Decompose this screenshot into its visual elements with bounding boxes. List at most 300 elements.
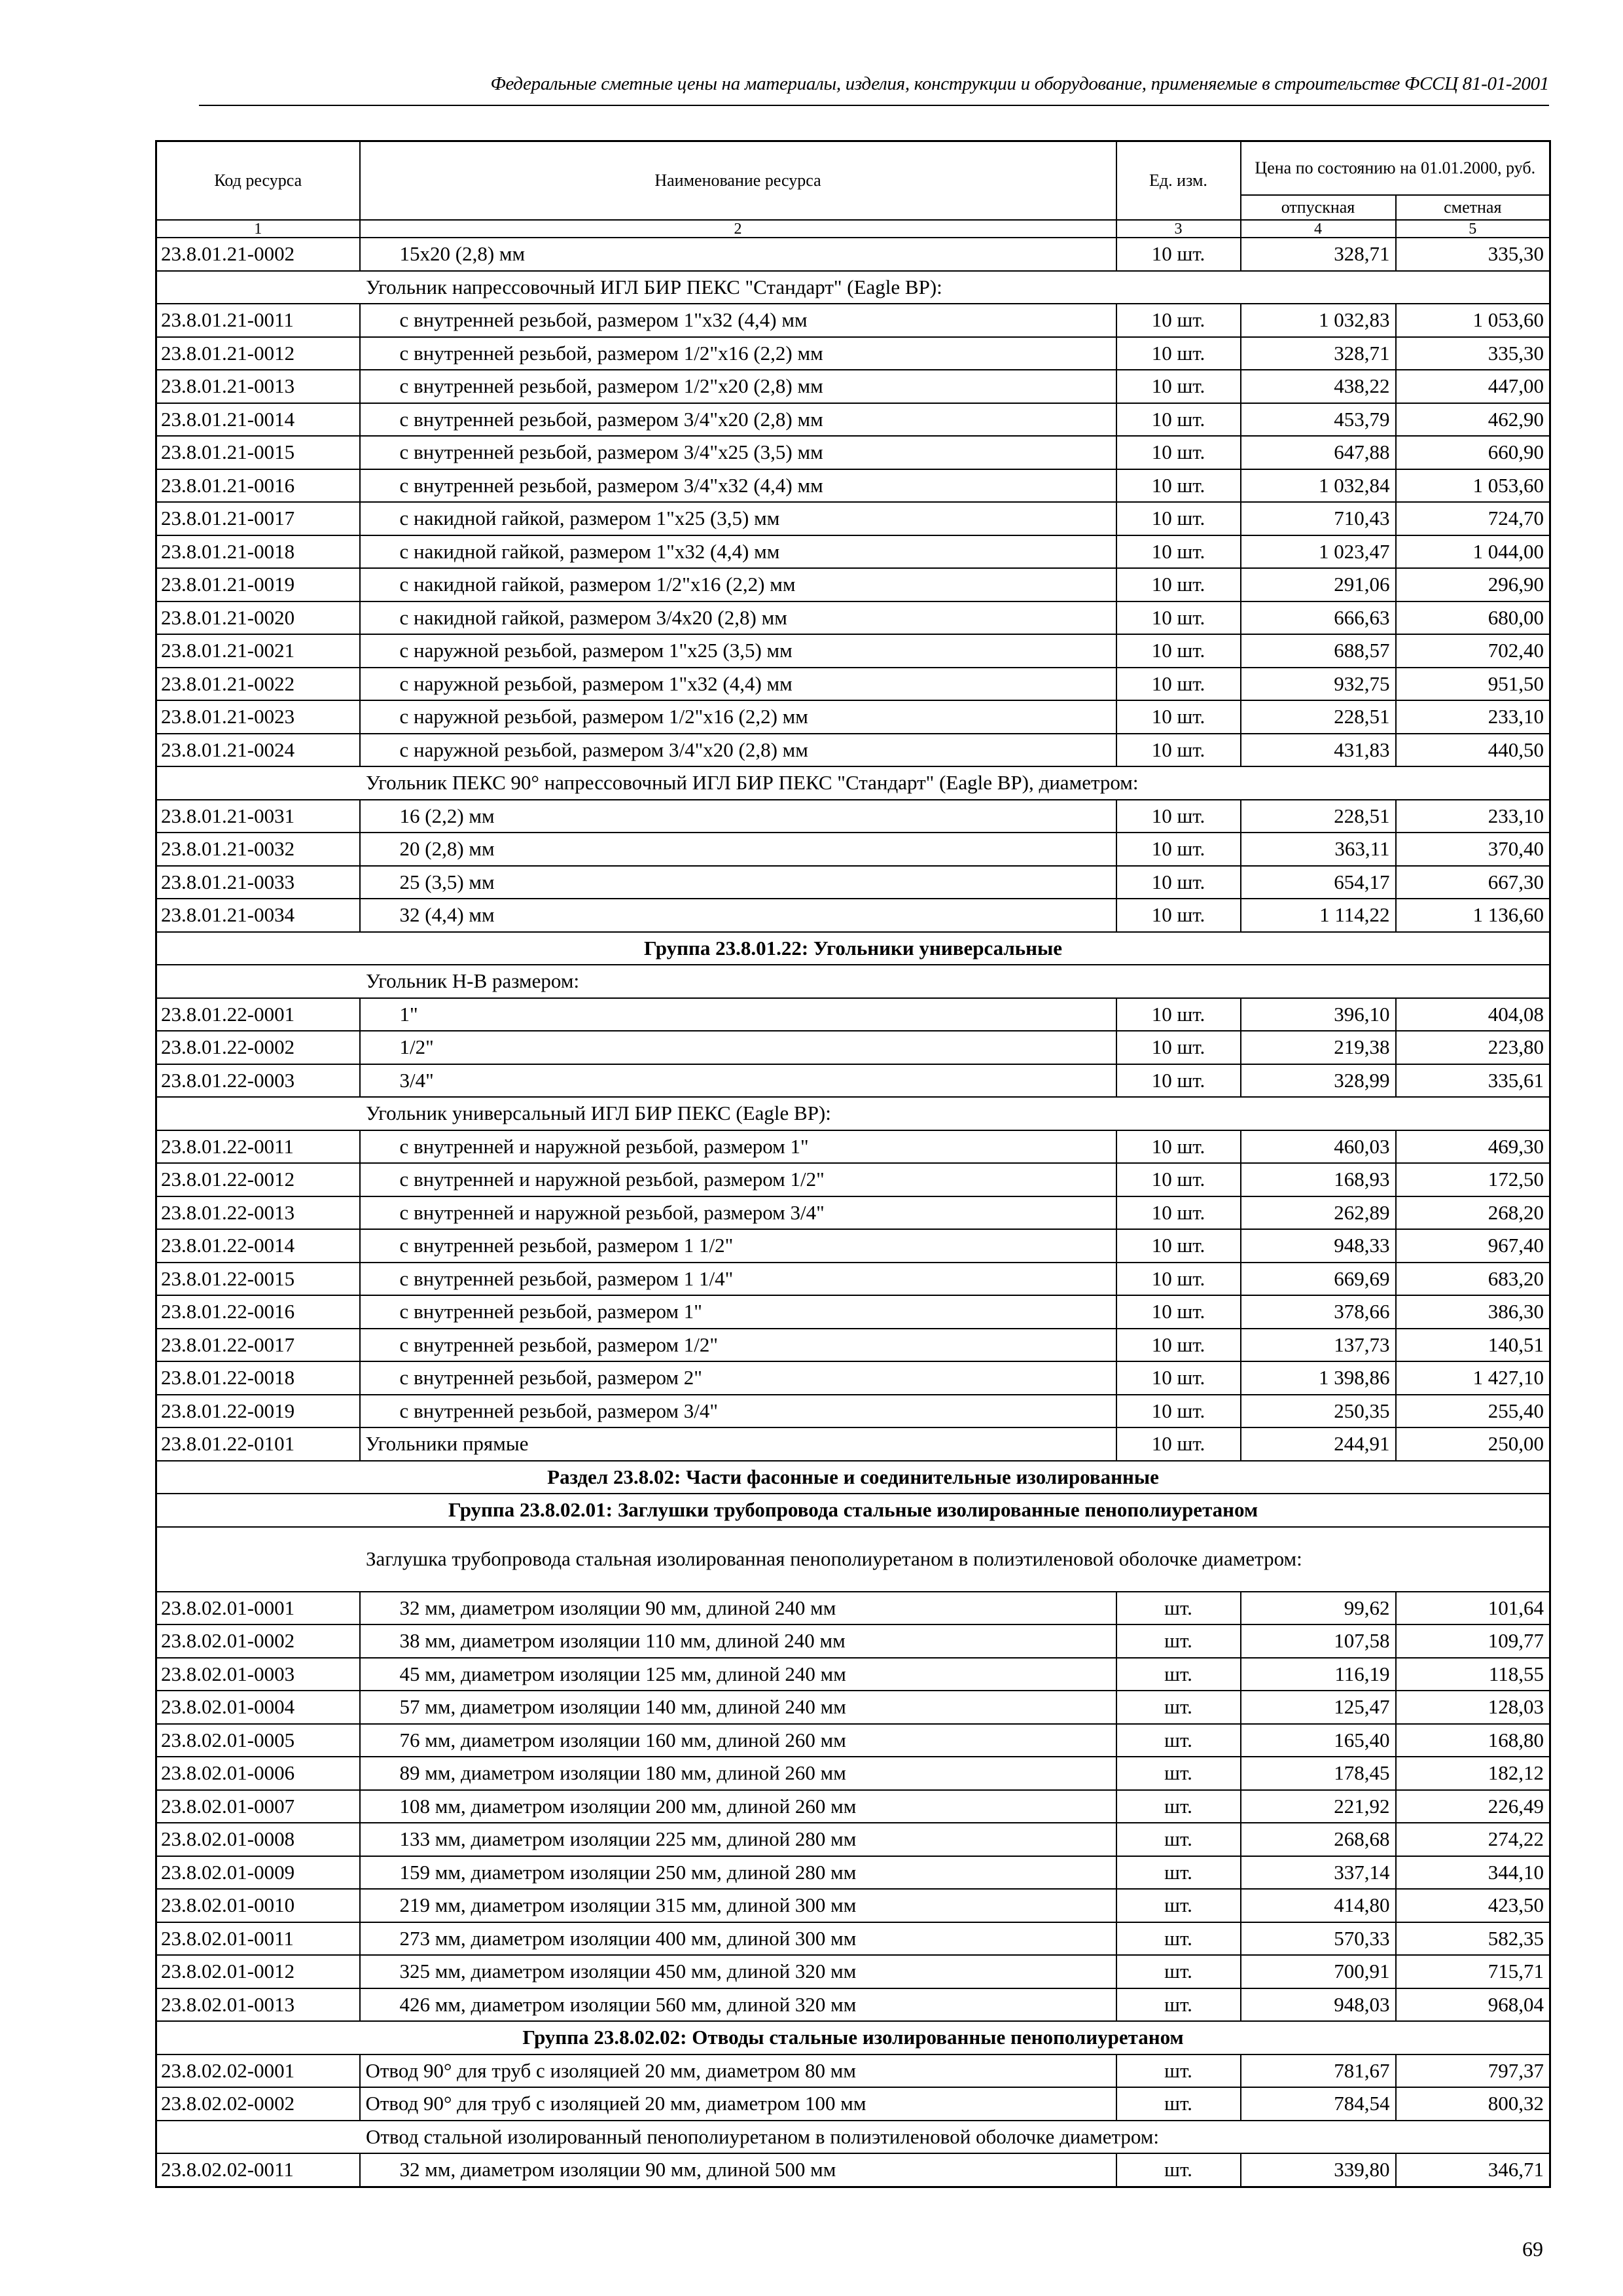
resource-unit: 10 шт. (1116, 370, 1241, 403)
resource-unit: шт. (1116, 1658, 1241, 1691)
estimate-price: 1 044,00 (1396, 535, 1550, 569)
release-price: 178,45 (1241, 1757, 1396, 1790)
release-price: 339,80 (1241, 2153, 1396, 2187)
resource-name: 3/4" (360, 1064, 1116, 1098)
header-unit: Ед. изм. (1116, 141, 1241, 221)
table-row (156, 1263, 1550, 1296)
table-row (156, 734, 1550, 767)
estimate-price: 233,10 (1396, 800, 1550, 833)
estimate-price: 423,50 (1396, 1889, 1550, 1922)
estimate-price: 335,30 (1396, 337, 1550, 370)
subheading-row (156, 766, 1550, 800)
release-price: 337,14 (1241, 1856, 1396, 1890)
resource-name: 1/2" (360, 1031, 1116, 1064)
release-price: 948,03 (1241, 1988, 1396, 2022)
estimate-price: 582,35 (1396, 1922, 1550, 1956)
resource-code: 23.8.02.01-0008 (156, 1823, 360, 1856)
release-price: 654,17 (1241, 866, 1396, 899)
table-row (156, 370, 1550, 403)
resource-unit: 10 шт. (1116, 568, 1241, 601)
resource-name: 32 мм, диаметром изоляции 90 мм, длиной 500 мм (360, 2153, 1116, 2187)
subheading: Угольник ПЕКС 90° напрессовочный ИГЛ БИР ПЕКС "Стандарт" (Eagle BP), диаметром: (156, 766, 1550, 800)
release-price: 710,43 (1241, 502, 1396, 535)
release-price: 431,83 (1241, 734, 1396, 767)
release-price: 453,79 (1241, 403, 1396, 437)
estimate-price: 344,10 (1396, 1856, 1550, 1890)
resource-unit: 10 шт. (1116, 535, 1241, 569)
group-row (156, 2021, 1550, 2054)
subheading-row (156, 271, 1550, 304)
release-price: 125,47 (1241, 1691, 1396, 1724)
resource-unit: 10 шт. (1116, 800, 1241, 833)
resource-code: 23.8.01.22-0014 (156, 1229, 360, 1263)
release-price: 932,75 (1241, 668, 1396, 701)
resource-code: 23.8.01.21-0017 (156, 502, 360, 535)
table-row (156, 1691, 1550, 1724)
estimate-price: 968,04 (1396, 1988, 1550, 2022)
column-number: 2 (360, 220, 1116, 238)
resource-code: 23.8.01.21-0023 (156, 700, 360, 734)
table-row (156, 1823, 1550, 1856)
release-price: 669,69 (1241, 1263, 1396, 1296)
resource-code: 23.8.02.01-0007 (156, 1790, 360, 1823)
estimate-price: 118,55 (1396, 1658, 1550, 1691)
resource-name: с наружной резьбой, размером 1"x25 (3,5) мм (360, 634, 1116, 668)
table-row (156, 1955, 1550, 1988)
release-price: 438,22 (1241, 370, 1396, 403)
resource-unit: 10 шт. (1116, 998, 1241, 1031)
table-row (156, 436, 1550, 469)
table-row (156, 1592, 1550, 1625)
table-row (156, 1395, 1550, 1428)
resource-code: 23.8.01.22-0019 (156, 1395, 360, 1428)
release-price: 250,35 (1241, 1395, 1396, 1428)
subheading-row (156, 1097, 1550, 1130)
release-price: 378,66 (1241, 1295, 1396, 1329)
subheading-row (156, 965, 1550, 998)
resource-code: 23.8.01.21-0014 (156, 403, 360, 437)
table-row (156, 1329, 1550, 1362)
resource-name: с внутренней резьбой, размером 1 1/4" (360, 1263, 1116, 1296)
table-row (156, 1624, 1550, 1658)
table-row (156, 1790, 1550, 1823)
estimate-price: 233,10 (1396, 700, 1550, 734)
release-price: 1 032,84 (1241, 469, 1396, 503)
resource-unit: шт. (1116, 1724, 1241, 1757)
table-row (156, 998, 1550, 1031)
resource-code: 23.8.01.22-0018 (156, 1361, 360, 1395)
resource-unit: 10 шт. (1116, 337, 1241, 370)
table-row (156, 634, 1550, 668)
page-number: 69 (1522, 2237, 1543, 2261)
table-row (156, 601, 1550, 635)
group-row (156, 1494, 1550, 1527)
resource-code: 23.8.01.21-0015 (156, 436, 360, 469)
subheading: Отвод стальной изолированный пенополиуретаном в полиэтиленовой оболочке диаметром: (156, 2121, 1550, 2154)
resource-code: 23.8.01.22-0016 (156, 1295, 360, 1329)
estimate-price: 140,51 (1396, 1329, 1550, 1362)
estimate-price: 335,30 (1396, 238, 1550, 271)
table-row (156, 1724, 1550, 1757)
column-number: 5 (1396, 220, 1550, 238)
release-price: 116,19 (1241, 1658, 1396, 1691)
estimate-price: 370,40 (1396, 833, 1550, 866)
release-price: 168,93 (1241, 1163, 1396, 1196)
resource-code: 23.8.02.02-0001 (156, 2054, 360, 2088)
estimate-price: 128,03 (1396, 1691, 1550, 1724)
resource-code: 23.8.01.21-0011 (156, 304, 360, 337)
table-row (156, 899, 1550, 932)
estimate-price: 335,61 (1396, 1064, 1550, 1098)
estimate-price: 1 427,10 (1396, 1361, 1550, 1395)
resource-name: с внутренней и наружной резьбой, размером 1/2" (360, 1163, 1116, 1196)
resource-name: с внутренней резьбой, размером 2" (360, 1361, 1116, 1395)
resource-code: 23.8.01.21-0013 (156, 370, 360, 403)
resource-name: 325 мм, диаметром изоляции 450 мм, длиной 320 мм (360, 1955, 1116, 1988)
resource-code: 23.8.02.01-0004 (156, 1691, 360, 1724)
release-price: 460,03 (1241, 1130, 1396, 1164)
estimate-price: 724,70 (1396, 502, 1550, 535)
resource-code: 23.8.01.21-0024 (156, 734, 360, 767)
group-row (156, 932, 1550, 965)
table-row (156, 2087, 1550, 2121)
release-price: 328,71 (1241, 337, 1396, 370)
subheading: Угольник универсальный ИГЛ БИР ПЕКС (Eagle BP): (156, 1097, 1550, 1130)
table-row (156, 2153, 1550, 2187)
release-price: 107,58 (1241, 1624, 1396, 1658)
table-row (156, 403, 1550, 437)
resource-unit: 10 шт. (1116, 833, 1241, 866)
resource-name: с наружной резьбой, размером 1/2"x16 (2,2) мм (360, 700, 1116, 734)
table-row (156, 1130, 1550, 1164)
resource-name: с внутренней резьбой, размером 1/2"x16 (2,2) мм (360, 337, 1116, 370)
estimate-price: 223,80 (1396, 1031, 1550, 1064)
resource-name: 38 мм, диаметром изоляции 110 мм, длиной 240 мм (360, 1624, 1116, 1658)
table-row (156, 833, 1550, 866)
estimate-price: 168,80 (1396, 1724, 1550, 1757)
resource-code: 23.8.01.22-0001 (156, 998, 360, 1031)
release-price: 99,62 (1241, 1592, 1396, 1625)
estimate-price: 274,22 (1396, 1823, 1550, 1856)
column-number: 1 (156, 220, 360, 238)
release-price: 647,88 (1241, 436, 1396, 469)
resource-unit: 10 шт. (1116, 1163, 1241, 1196)
resource-unit: 10 шт. (1116, 502, 1241, 535)
table-row (156, 2054, 1550, 2088)
resource-unit: шт. (1116, 1691, 1241, 1724)
resource-code: 23.8.01.22-0012 (156, 1163, 360, 1196)
resource-unit: шт. (1116, 1624, 1241, 1658)
resource-code: 23.8.01.21-0033 (156, 866, 360, 899)
resource-name: 159 мм, диаметром изоляции 250 мм, длиной 280 мм (360, 1856, 1116, 1890)
estimate-price: 404,08 (1396, 998, 1550, 1031)
resource-code: 23.8.01.22-0013 (156, 1196, 360, 1230)
table-row (156, 568, 1550, 601)
table-row (156, 238, 1550, 271)
estimate-price: 268,20 (1396, 1196, 1550, 1230)
table-row (156, 1856, 1550, 1890)
section-row (156, 1461, 1550, 1494)
resource-code: 23.8.02.01-0003 (156, 1658, 360, 1691)
release-price: 363,11 (1241, 833, 1396, 866)
table-row (156, 1229, 1550, 1263)
resource-code: 23.8.02.02-0002 (156, 2087, 360, 2121)
estimate-price: 447,00 (1396, 370, 1550, 403)
section-title: Раздел 23.8.02: Части фасонные и соединительные изолированные (156, 1461, 1550, 1494)
release-price: 688,57 (1241, 634, 1396, 668)
group-title: Группа 23.8.02.02: Отводы стальные изолированные пенополиуретаном (156, 2021, 1550, 2054)
resource-unit: шт. (1116, 1889, 1241, 1922)
release-price: 396,10 (1241, 998, 1396, 1031)
resource-code: 23.8.02.01-0013 (156, 1988, 360, 2022)
release-price: 228,51 (1241, 800, 1396, 833)
table-row (156, 866, 1550, 899)
running-head: Федеральные сметные цены на материалы, изделия, конструкции и оборудование, применяемые в строительстве ФССЦ 81-01-2001 (490, 73, 1549, 94)
resource-code: 23.8.01.22-0017 (156, 1329, 360, 1362)
resource-unit: шт. (1116, 1592, 1241, 1625)
resource-unit: 10 шт. (1116, 469, 1241, 503)
table-row (156, 1889, 1550, 1922)
release-price: 570,33 (1241, 1922, 1396, 1956)
table-row (156, 1922, 1550, 1956)
resource-unit: 10 шт. (1116, 238, 1241, 271)
table-row (156, 304, 1550, 337)
group-title: Группа 23.8.01.22: Угольники универсальные (156, 932, 1550, 965)
resource-unit: 10 шт. (1116, 668, 1241, 701)
resource-name: с накидной гайкой, размером 1/2"x16 (2,2) мм (360, 568, 1116, 601)
resource-name: 57 мм, диаметром изоляции 140 мм, длиной 240 мм (360, 1691, 1116, 1724)
release-price: 666,63 (1241, 601, 1396, 635)
resource-name: с накидной гайкой, размером 3/4x20 (2,8) мм (360, 601, 1116, 635)
release-price: 1 398,86 (1241, 1361, 1396, 1395)
release-price: 165,40 (1241, 1724, 1396, 1757)
release-price: 781,67 (1241, 2054, 1396, 2088)
estimate-price: 1 053,60 (1396, 469, 1550, 503)
subheading: Угольник напрессовочный ИГЛ БИР ПЕКС "Стандарт" (Eagle BP): (156, 271, 1550, 304)
release-price: 1 114,22 (1241, 899, 1396, 932)
resource-name: Отвод 90° для труб с изоляцией 20 мм, диаметром 100 мм (360, 2087, 1116, 2121)
estimate-price: 1 136,60 (1396, 899, 1550, 932)
resource-name: 426 мм, диаметром изоляции 560 мм, длиной 320 мм (360, 1988, 1116, 2022)
resource-unit: шт. (1116, 2087, 1241, 2121)
estimate-price: 109,77 (1396, 1624, 1550, 1658)
subheading-row (156, 1527, 1550, 1592)
release-price: 784,54 (1241, 2087, 1396, 2121)
header-estimate-price: сметная (1396, 195, 1550, 220)
table-row (156, 1295, 1550, 1329)
resource-code: 23.8.01.21-0012 (156, 337, 360, 370)
resource-code: 23.8.02.01-0001 (156, 1592, 360, 1625)
release-price: 1 032,83 (1241, 304, 1396, 337)
resource-code: 23.8.02.01-0009 (156, 1856, 360, 1890)
resource-code: 23.8.01.21-0031 (156, 800, 360, 833)
resource-name: с накидной гайкой, размером 1"x32 (4,4) мм (360, 535, 1116, 569)
subheading-row (156, 2121, 1550, 2154)
resource-unit: 10 шт. (1116, 1196, 1241, 1230)
table-row (156, 337, 1550, 370)
header-release-price: отпускная (1241, 195, 1396, 220)
release-price: 244,91 (1241, 1427, 1396, 1461)
resource-code: 23.8.01.21-0016 (156, 469, 360, 503)
release-price: 328,71 (1241, 238, 1396, 271)
resource-code: 23.8.02.01-0011 (156, 1922, 360, 1956)
resource-name: 45 мм, диаметром изоляции 125 мм, длиной 240 мм (360, 1658, 1116, 1691)
price-table (155, 140, 1551, 2188)
table-row (156, 1658, 1550, 1691)
resource-code: 23.8.01.22-0015 (156, 1263, 360, 1296)
estimate-price: 702,40 (1396, 634, 1550, 668)
resource-unit: 10 шт. (1116, 436, 1241, 469)
resource-unit: шт. (1116, 1790, 1241, 1823)
release-price: 268,68 (1241, 1823, 1396, 1856)
resource-name: 108 мм, диаметром изоляции 200 мм, длиной 260 мм (360, 1790, 1116, 1823)
resource-code: 23.8.02.01-0012 (156, 1955, 360, 1988)
group-title: Группа 23.8.02.01: Заглушки трубопровода стальные изолированные пенополиуретаном (156, 1494, 1550, 1527)
resource-unit: шт. (1116, 1757, 1241, 1790)
release-price: 219,38 (1241, 1031, 1396, 1064)
resource-code: 23.8.01.21-0034 (156, 899, 360, 932)
table-row (156, 1361, 1550, 1395)
estimate-price: 386,30 (1396, 1295, 1550, 1329)
estimate-price: 462,90 (1396, 403, 1550, 437)
resource-unit: 10 шт. (1116, 1427, 1241, 1461)
resource-unit: 10 шт. (1116, 1395, 1241, 1428)
resource-unit: 10 шт. (1116, 1329, 1241, 1362)
estimate-price: 346,71 (1396, 2153, 1550, 2187)
table-row (156, 668, 1550, 701)
resource-unit: шт. (1116, 2153, 1241, 2187)
resource-unit: 10 шт. (1116, 1361, 1241, 1395)
resource-code: 23.8.01.21-0021 (156, 634, 360, 668)
resource-name: с накидной гайкой, размером 1"x25 (3,5) мм (360, 502, 1116, 535)
release-price: 228,51 (1241, 700, 1396, 734)
resource-name: 89 мм, диаметром изоляции 180 мм, длиной 260 мм (360, 1757, 1116, 1790)
resource-code: 23.8.02.02-0011 (156, 2153, 360, 2187)
estimate-price: 469,30 (1396, 1130, 1550, 1164)
resource-name: с внутренней резьбой, размером 3/4" (360, 1395, 1116, 1428)
resource-name: 133 мм, диаметром изоляции 225 мм, длиной 280 мм (360, 1823, 1116, 1856)
resource-code: 23.8.02.01-0005 (156, 1724, 360, 1757)
resource-unit: шт. (1116, 1856, 1241, 1890)
resource-unit: 10 шт. (1116, 601, 1241, 635)
estimate-price: 951,50 (1396, 668, 1550, 701)
resource-code: 23.8.01.21-0002 (156, 238, 360, 271)
resource-name: 219 мм, диаметром изоляции 315 мм, длиной 300 мм (360, 1889, 1116, 1922)
release-price: 262,89 (1241, 1196, 1396, 1230)
resource-name: 32 мм, диаметром изоляции 90 мм, длиной 240 мм (360, 1592, 1116, 1625)
resource-code: 23.8.01.22-0002 (156, 1031, 360, 1064)
table-row (156, 502, 1550, 535)
resource-code: 23.8.01.21-0032 (156, 833, 360, 866)
estimate-price: 967,40 (1396, 1229, 1550, 1263)
release-price: 221,92 (1241, 1790, 1396, 1823)
resource-unit: 10 шт. (1116, 634, 1241, 668)
resource-unit: 10 шт. (1116, 1229, 1241, 1263)
resource-name: 15x20 (2,8) мм (360, 238, 1116, 271)
estimate-price: 1 053,60 (1396, 304, 1550, 337)
resource-unit: 10 шт. (1116, 734, 1241, 767)
release-price: 137,73 (1241, 1329, 1396, 1362)
resource-name: с наружной резьбой, размером 3/4"x20 (2,8) мм (360, 734, 1116, 767)
table-row (156, 1757, 1550, 1790)
resource-unit: шт. (1116, 2054, 1241, 2088)
resource-unit: шт. (1116, 1988, 1241, 2022)
estimate-price: 683,20 (1396, 1263, 1550, 1296)
resource-unit: 10 шт. (1116, 866, 1241, 899)
estimate-price: 660,90 (1396, 436, 1550, 469)
estimate-price: 101,64 (1396, 1592, 1550, 1625)
resource-code: 23.8.01.21-0018 (156, 535, 360, 569)
resource-name: с внутренней резьбой, размером 1/2"x20 (2,8) мм (360, 370, 1116, 403)
resource-name: с внутренней резьбой, размером 3/4"x25 (3,5) мм (360, 436, 1116, 469)
table-row (156, 1163, 1550, 1196)
resource-name: 76 мм, диаметром изоляции 160 мм, длиной 260 мм (360, 1724, 1116, 1757)
header-name: Наименование ресурса (360, 141, 1116, 221)
resource-name: с наружной резьбой, размером 1"x32 (4,4) мм (360, 668, 1116, 701)
resource-unit: 10 шт. (1116, 1263, 1241, 1296)
resource-name: Угольники прямые (360, 1427, 1116, 1461)
resource-name: с внутренней резьбой, размером 1/2" (360, 1329, 1116, 1362)
resource-code: 23.8.01.21-0020 (156, 601, 360, 635)
table-row (156, 1031, 1550, 1064)
resource-name: 20 (2,8) мм (360, 833, 1116, 866)
resource-code: 23.8.01.21-0019 (156, 568, 360, 601)
estimate-price: 680,00 (1396, 601, 1550, 635)
table-row (156, 1988, 1550, 2022)
resource-unit: 10 шт. (1116, 1031, 1241, 1064)
release-price: 328,99 (1241, 1064, 1396, 1098)
resource-unit: шт. (1116, 1823, 1241, 1856)
subheading: Заглушка трубопровода стальная изолированная пенополиуретаном в полиэтиленовой оболочке диаметром: (156, 1527, 1550, 1592)
resource-name: с внутренней резьбой, размером 1" (360, 1295, 1116, 1329)
release-price: 948,33 (1241, 1229, 1396, 1263)
estimate-price: 182,12 (1396, 1757, 1550, 1790)
resource-unit: 10 шт. (1116, 700, 1241, 734)
estimate-price: 800,32 (1396, 2087, 1550, 2121)
estimate-price: 296,90 (1396, 568, 1550, 601)
resource-unit: шт. (1116, 1955, 1241, 1988)
table-row (156, 469, 1550, 503)
resource-code: 23.8.01.22-0101 (156, 1427, 360, 1461)
estimate-price: 440,50 (1396, 734, 1550, 767)
table-row (156, 1427, 1550, 1461)
column-number: 3 (1116, 220, 1241, 238)
column-number: 4 (1241, 220, 1396, 238)
resource-name: 1" (360, 998, 1116, 1031)
release-price: 291,06 (1241, 568, 1396, 601)
header-code: Код ресурса (156, 141, 360, 221)
table-row (156, 800, 1550, 833)
resource-name: с внутренней резьбой, размером 3/4"x20 (2,8) мм (360, 403, 1116, 437)
resource-code: 23.8.01.22-0011 (156, 1130, 360, 1164)
resource-name: 273 мм, диаметром изоляции 400 мм, длиной 300 мм (360, 1922, 1116, 1956)
table-row (156, 1196, 1550, 1230)
estimate-price: 255,40 (1396, 1395, 1550, 1428)
resource-unit: 10 шт. (1116, 1295, 1241, 1329)
resource-name: с внутренней резьбой, размером 1"x32 (4,4) мм (360, 304, 1116, 337)
header-price: Цена по состоянию на 01.01.2000, руб. (1241, 141, 1550, 196)
estimate-price: 797,37 (1396, 2054, 1550, 2088)
resource-code: 23.8.02.01-0010 (156, 1889, 360, 1922)
resource-unit: 10 шт. (1116, 1130, 1241, 1164)
release-price: 414,80 (1241, 1889, 1396, 1922)
estimate-price: 172,50 (1396, 1163, 1550, 1196)
estimate-price: 226,49 (1396, 1790, 1550, 1823)
estimate-price: 667,30 (1396, 866, 1550, 899)
resource-unit: 10 шт. (1116, 304, 1241, 337)
resource-name: с внутренней и наружной резьбой, размером 3/4" (360, 1196, 1116, 1230)
table-row (156, 535, 1550, 569)
